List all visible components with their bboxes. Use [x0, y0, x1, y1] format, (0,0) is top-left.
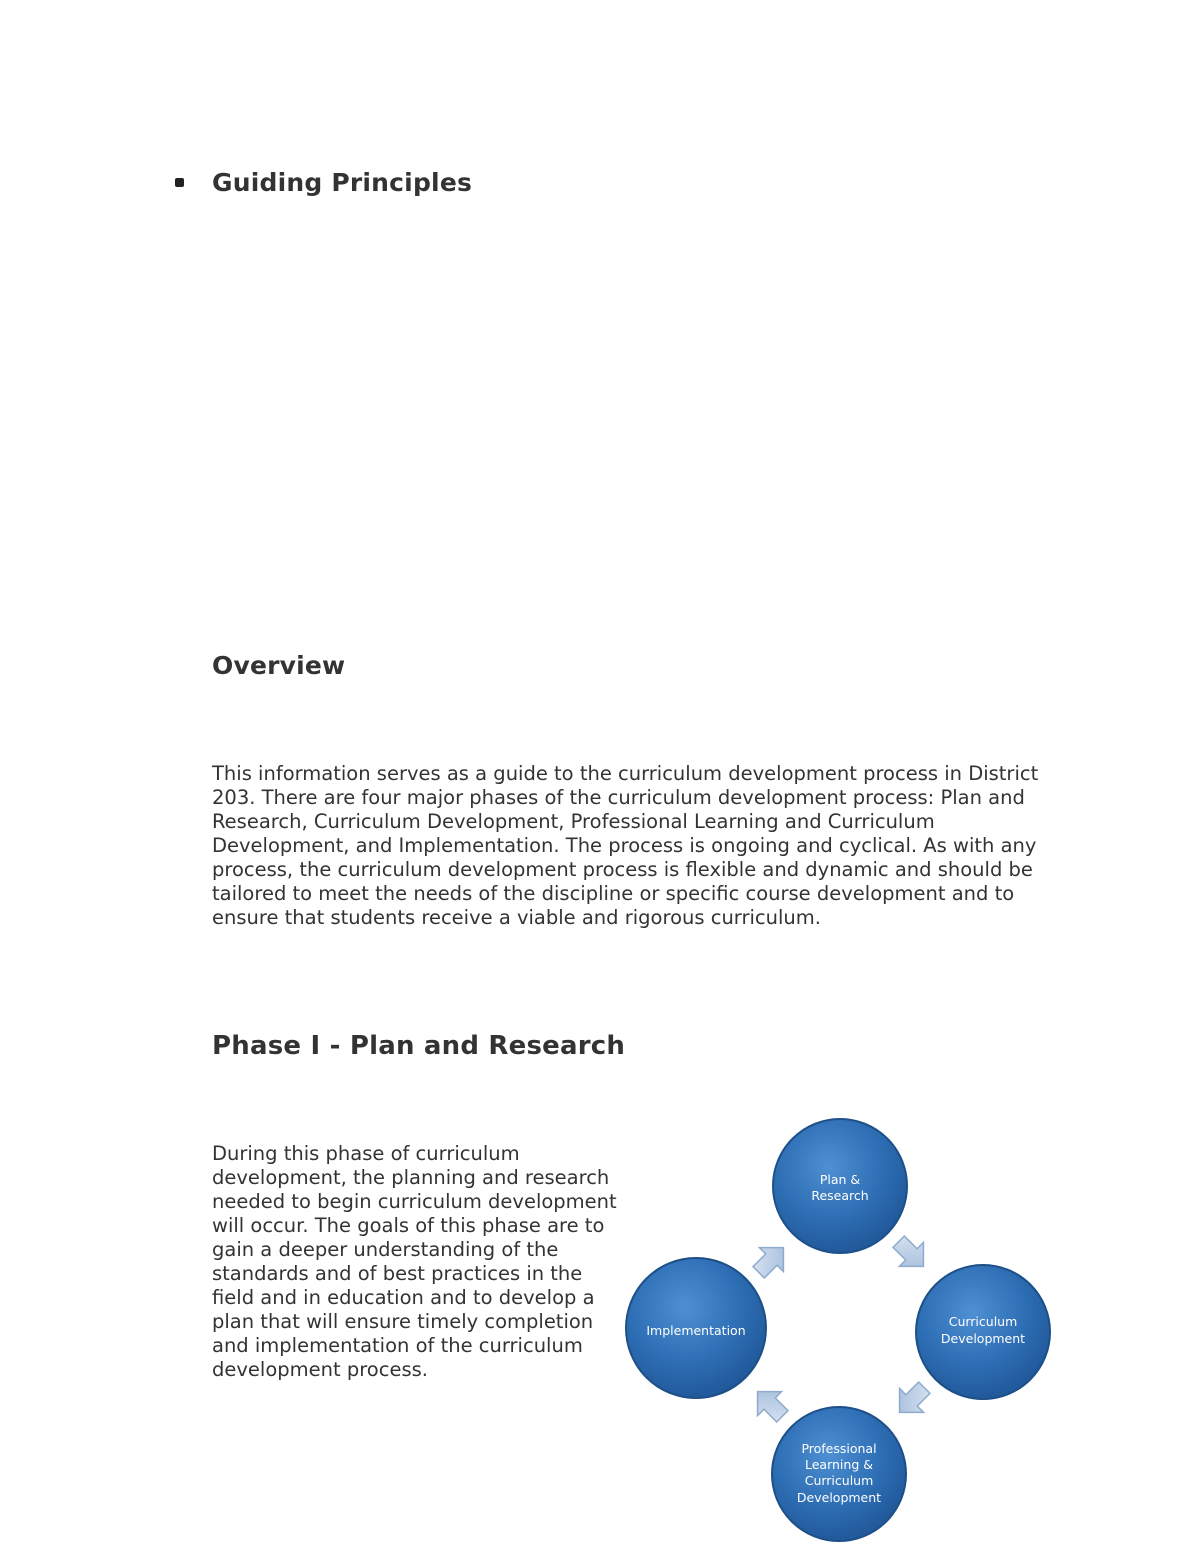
node-professional-label-4: Development — [796, 1490, 882, 1505]
overview-heading: Overview — [212, 651, 346, 680]
cycle-diagram — [610, 1110, 1070, 1550]
node-professional-label-2: Learning & — [805, 1457, 873, 1472]
phase1-heading: Phase I - Plan and Research — [212, 1031, 626, 1061]
bullet-marker — [175, 178, 184, 187]
node-plan-label-1: Plan & — [819, 1172, 861, 1187]
node-implementation-label: Implementation — [646, 1323, 746, 1338]
node-curriculum-development — [916, 1265, 1050, 1399]
node-curriculum-label-1: Curriculum — [948, 1314, 1018, 1329]
node-plan-research — [773, 1119, 907, 1253]
node-professional-label-1: Professional — [801, 1441, 877, 1456]
guiding-principles-heading: Guiding Principles — [212, 168, 473, 197]
arrow-curriculum-to-professional-icon — [888, 1376, 937, 1425]
node-curriculum-label-2: Development — [940, 1331, 1026, 1346]
node-professional-label-3: Curriculum — [804, 1473, 874, 1488]
overview-paragraph: This information serves as a guide to the curriculum development process in District 203. There are four major phases of the curriculum development process: Plan and Research, Curriculum Development, Professional Learning and Curriculum Development, and Implementation. The process is ongoing and cyclical. As with any process, the curriculum development process is flexible and dynamic and should be tailored to meet the needs of the discipline or specific course development and to ensure that students receive a viable and rigorous curriculum. — [212, 762, 1039, 929]
arrow-professional-to-implementation-icon — [746, 1380, 795, 1429]
arrow-plan-to-curriculum-icon — [887, 1230, 936, 1279]
arrow-implementation-to-plan-icon — [747, 1236, 796, 1285]
node-plan-label-2: Research — [811, 1188, 869, 1203]
node-professional-learning — [772, 1407, 906, 1541]
node-implementation — [626, 1258, 766, 1398]
phase1-paragraph: During this phase of curriculum development, the planning and research needed to begin curriculum development will occur. The goals of this phase are to gain a deeper understanding of the standards and of best practices in the field and in education and to develop a plan that will ensure timely completion and implementation of the curriculum development process. — [212, 1142, 617, 1381]
